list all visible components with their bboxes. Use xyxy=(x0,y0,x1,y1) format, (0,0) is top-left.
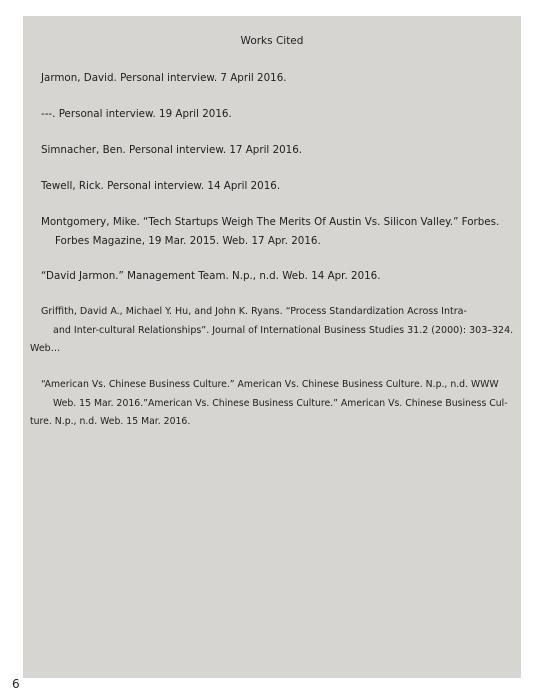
citation-line: Tewell, Rick. Personal interview. 14 April 2016. xyxy=(41,180,281,192)
citation-line: Forbes Magazine, 19 Mar. 2015. Web. 17 Apr. 2016. xyxy=(55,234,321,247)
citation-entry xyxy=(23,69,287,88)
citation-entry xyxy=(23,105,232,124)
page-title: Works Cited xyxy=(240,35,304,47)
citation-line: “American Vs. Chinese Business Culture.” American Vs. Chinese Business Culture. N.p., n.d. WWW xyxy=(41,379,499,390)
citation-line: “David Jarmon.” Management Team. N.p., n.d. Web. 14 Apr. 2016. xyxy=(41,270,381,282)
citation-entry xyxy=(23,267,381,286)
citation-line: and Inter-cultural Relationships”. Journal of International Business Studies 31.2 (2000): 303–324. xyxy=(53,324,514,336)
citation-entry xyxy=(7,376,508,432)
citation-line: Web. 15 Mar. 2016.”American Vs. Chinese Business Culture.” American Vs. Chinese Business Cul- xyxy=(53,397,508,409)
citation-line: Web… xyxy=(30,343,61,354)
citation-line: Montgomery, Mike. “Tech Startups Weigh The Merits Of Austin Vs. Silicon Valley.” Forbes. xyxy=(41,216,500,228)
document-page xyxy=(23,16,521,678)
citation-entry xyxy=(7,303,513,359)
page-number: 6 xyxy=(12,677,20,691)
citation-entry xyxy=(23,177,280,196)
citation-line: Simnacher, Ben. Personal interview. 17 April 2016. xyxy=(41,144,303,156)
citation-line: Jarmon, David. Personal interview. 7 April 2016. xyxy=(41,72,287,84)
citation-line: Griffith, David A., Michael Y. Hu, and John K. Ryans. “Process Standardization Across Intra- xyxy=(41,306,467,317)
citation-entry xyxy=(23,213,499,250)
citation-entry xyxy=(23,141,302,160)
citation-line: ture. N.p., n.d. Web. 15 Mar. 2016. xyxy=(30,416,191,427)
citation-line: ---. Personal interview. 19 April 2016. xyxy=(41,108,232,120)
